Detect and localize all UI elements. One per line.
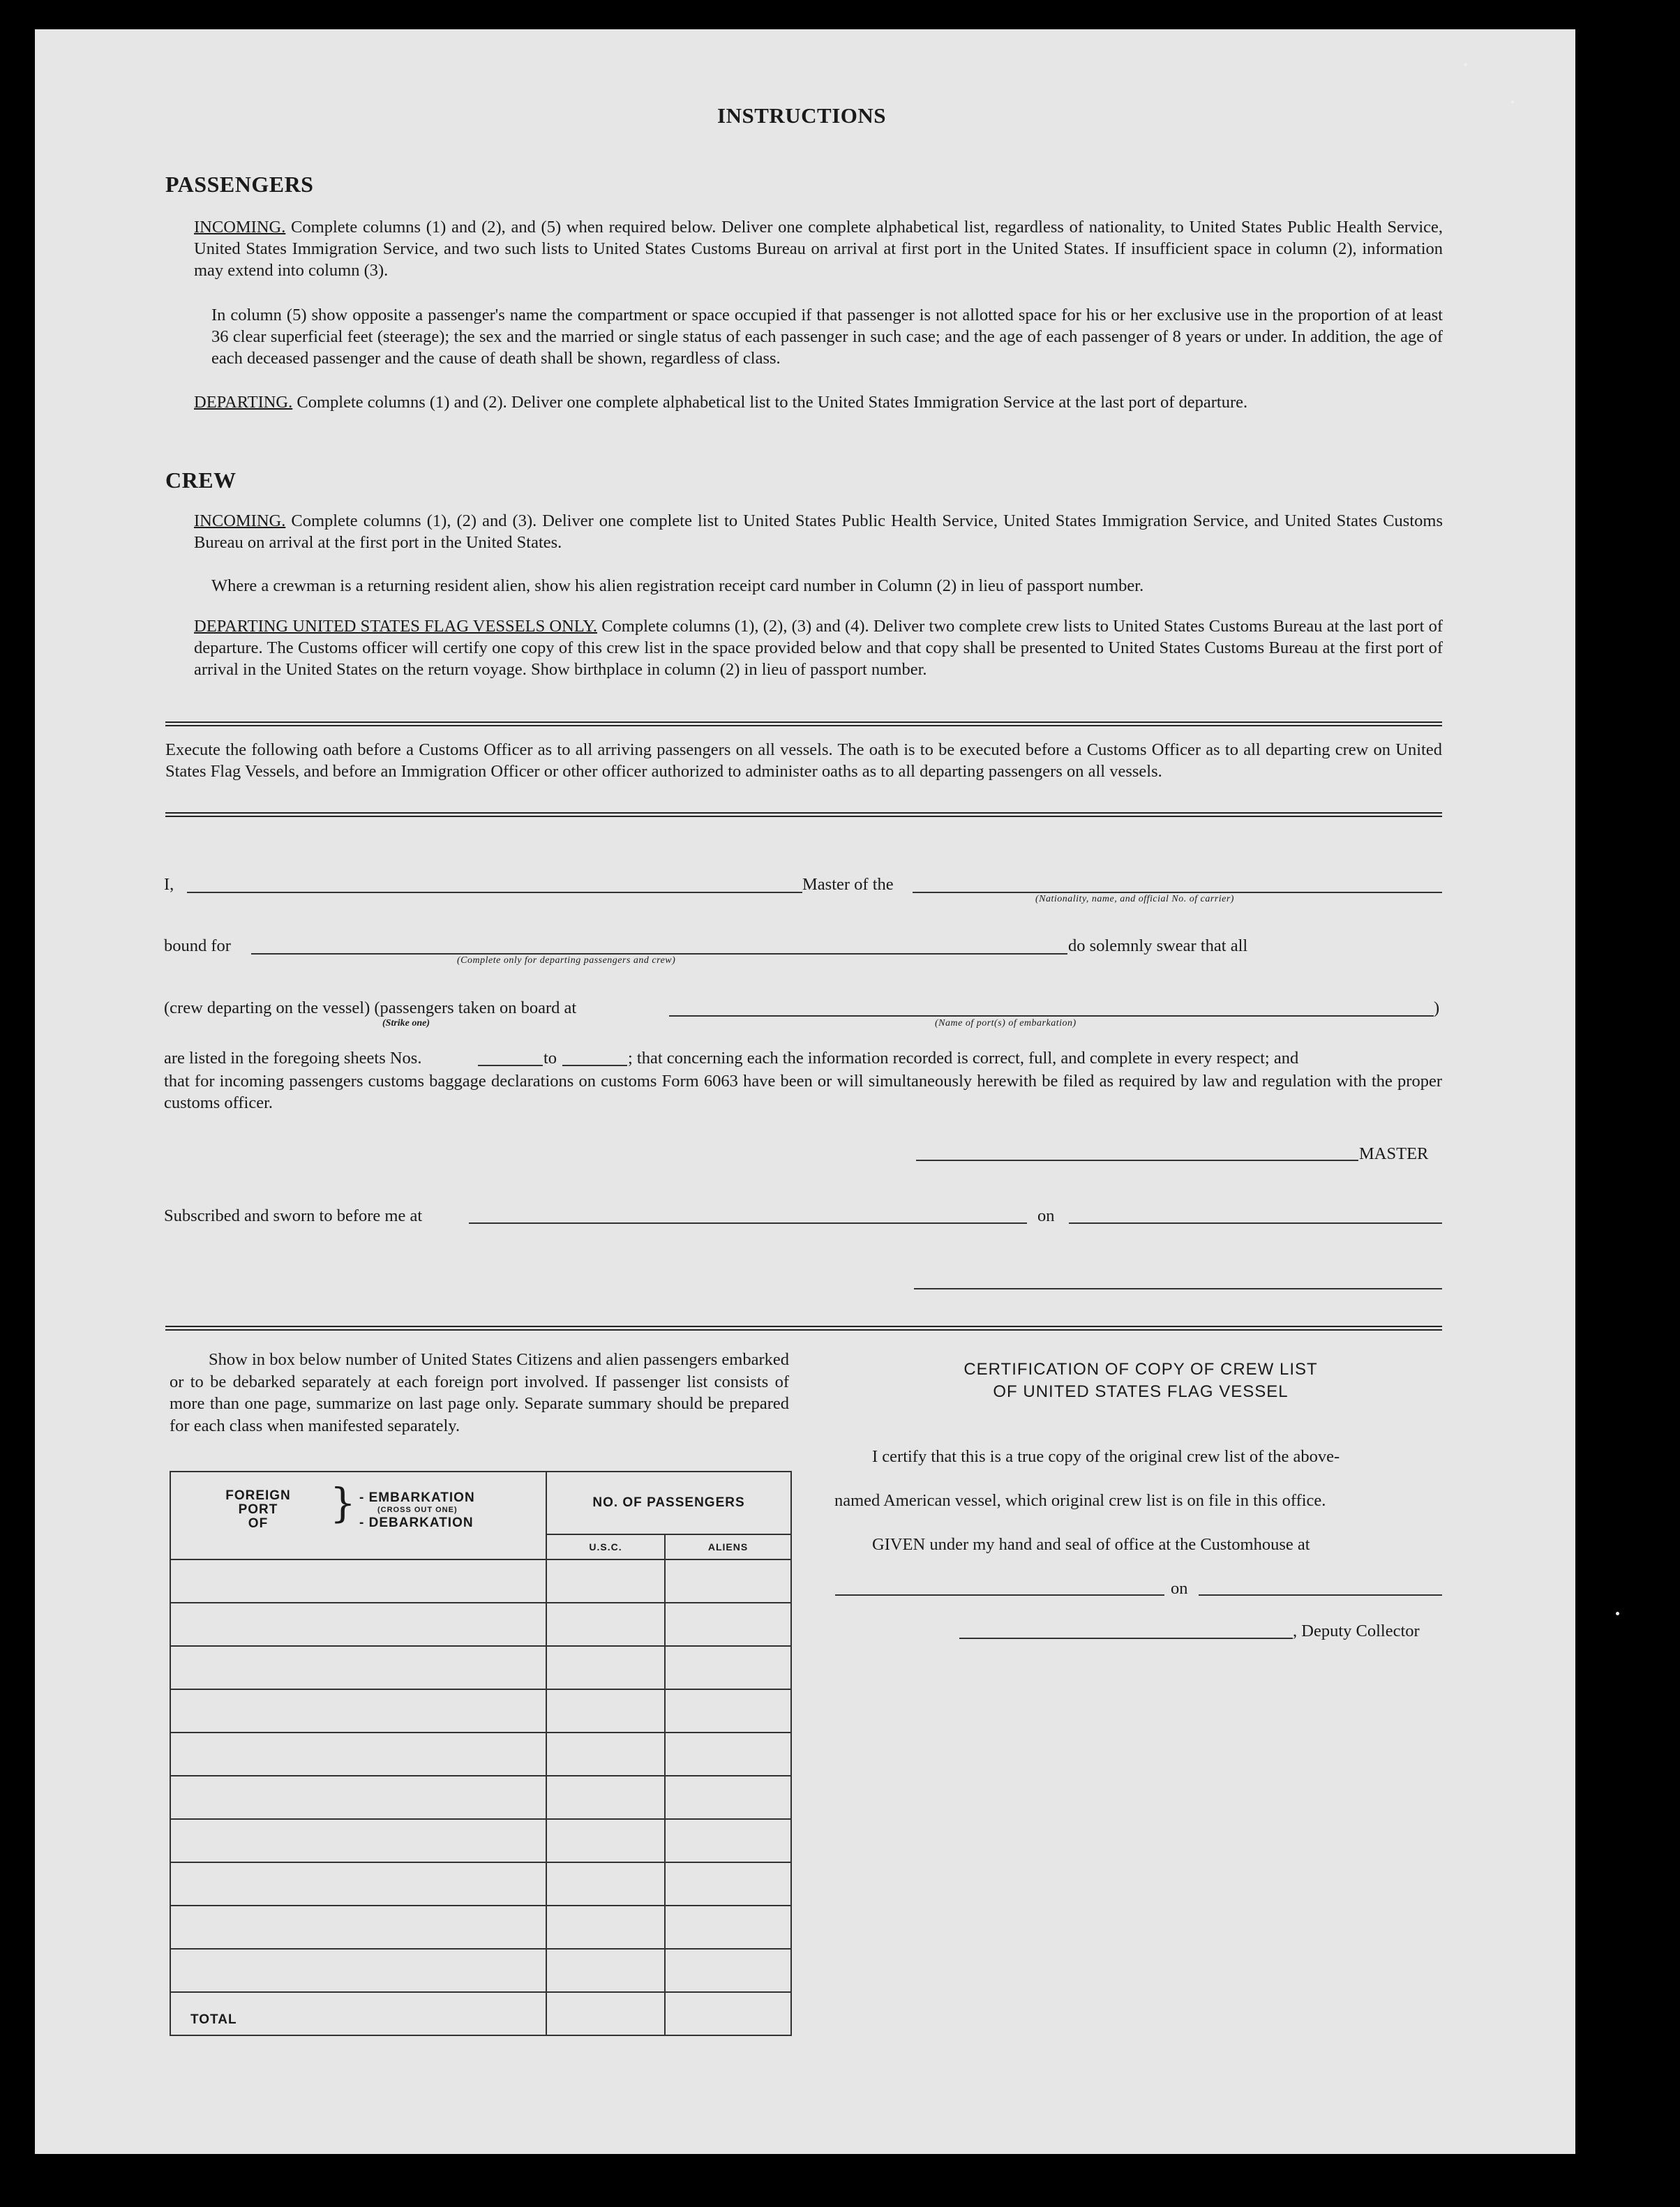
certification-date-line[interactable] <box>1199 1594 1442 1596</box>
table-row <box>170 1689 791 1733</box>
usc-total-cell[interactable] <box>546 1992 665 2035</box>
customhouse-line[interactable] <box>835 1594 1164 1596</box>
subscribed-label: Subscribed and sworn to before me at <box>164 1206 423 1225</box>
sheets-label: are listed in the foregoing sheets Nos. <box>164 1049 422 1068</box>
aliens-cell[interactable] <box>665 1862 791 1906</box>
aliens-cell[interactable] <box>665 1949 791 1992</box>
cross-out-note: (CROSS OUT ONE) <box>377 1506 458 1514</box>
crew-incoming <box>194 510 1443 553</box>
port-cell[interactable] <box>170 1949 546 1992</box>
bound-for-label: bound for <box>164 936 231 955</box>
aliens-cell[interactable] <box>665 1819 791 1862</box>
master-signature-line[interactable] <box>916 1160 1358 1161</box>
usc-cell[interactable] <box>546 1559 665 1603</box>
bound-for-line[interactable] <box>251 953 1067 955</box>
embarkation-ports-line[interactable] <box>669 1015 1434 1017</box>
aliens-cell[interactable] <box>665 1603 791 1646</box>
bound-caption: (Complete only for departing passengers and crew) <box>457 955 676 966</box>
table-row <box>170 1559 791 1603</box>
passengers-departing <box>194 391 1443 413</box>
usc-cell[interactable] <box>546 1733 665 1776</box>
aliens-header: ALIENS <box>665 1534 791 1559</box>
aliens-total-cell[interactable] <box>665 1992 791 2035</box>
usc-cell[interactable] <box>546 1949 665 1992</box>
crew-heading: CREW <box>165 467 237 493</box>
sworn-place-line[interactable] <box>469 1222 1027 1224</box>
passengers-incoming-label: INCOMING. <box>194 218 286 237</box>
carrier-line[interactable] <box>913 892 1442 893</box>
passengers-incoming <box>194 216 1443 281</box>
usc-cell[interactable] <box>546 1689 665 1733</box>
table-row <box>170 1776 791 1819</box>
table-row <box>170 1733 791 1776</box>
usc-cell[interactable] <box>546 1862 665 1906</box>
crew-passengers-label: (crew departing on the vessel) (passengers taken on board at <box>164 998 577 1017</box>
total-row <box>170 1992 791 2035</box>
port-cell[interactable] <box>170 1819 546 1862</box>
oath-intro: Execute the following oath before a Customs Officer as to all arriving passengers on all vessels. The oath is to be executed before a Customs Officer as to all departing crew on United States Flag Vessels, and before an Immigration Officer or other officer authorized to administer oaths as to all departing passengers on all vessels. <box>165 740 1442 781</box>
strike-one-caption: (Strike one) <box>382 1018 430 1028</box>
port-cell[interactable] <box>170 1603 546 1646</box>
crew-departing-label: DEPARTING UNITED STATES FLAG VESSELS ONLY. <box>194 617 597 636</box>
usc-cell[interactable] <box>546 1603 665 1646</box>
aliens-cell[interactable] <box>665 1733 791 1776</box>
crew-incoming-text: Complete columns (1), (2) and (3). Deliver one complete list to United States Public Health Service, United States Immigration Service, and United States Customs Bureau on arrival at the first port in the United States. <box>194 511 1443 552</box>
baggage-declaration-text: that for incoming passengers customs baggage declarations on customs Form 6063 have been or will simultaneously herewith be filed as required by law and regulation with the proper customs officer. <box>164 1072 1442 1112</box>
port-cell[interactable] <box>170 1689 546 1733</box>
certification-title: CERTIFICATION OF COPY OF CREW LIST OF UNITED STATES FLAG VESSEL <box>963 1360 1318 1401</box>
instructions-title: INSTRUCTIONS <box>717 103 887 128</box>
ports-caption: (Name of port(s) of embarkation) <box>935 1018 1077 1028</box>
scan-speck <box>1616 1612 1619 1615</box>
scan-speck <box>1464 63 1467 66</box>
officer-signature-line[interactable] <box>914 1288 1442 1289</box>
passengers-column5-note: In column (5) show opposite a passenger's name the compartment or space occupied if that passenger is not allotted space for his or her exclusive use in the proportion of at least 36 clear superficial feet (steerage); the sex and the married or single status of each passenger in such case; and the age of each passenger of 8 years or under. In addition, the age of each deceased passenger and the cause of death shall be shown, regardless of class. <box>211 306 1443 368</box>
passenger-summary-table <box>170 1471 792 2036</box>
table-row <box>170 1819 791 1862</box>
passengers-incoming-text: Complete columns (1) and (2), and (5) when required below. Deliver one complete alphabetical list, regardless of nationality, to United States Public Health Service, United States Immigration Service, and two such lists to United States Customs Bureau on arrival at first port in the United States. If insufficient space in column (2), information may extend into column (3). <box>194 218 1443 280</box>
table-row <box>170 1862 791 1906</box>
port-cell[interactable] <box>170 1776 546 1819</box>
crew-departing <box>194 615 1443 680</box>
port-header-text: FOREIGN PORT OF <box>225 1488 291 1531</box>
oath-i-label: I, <box>164 875 174 894</box>
aliens-cell[interactable] <box>665 1689 791 1733</box>
table-row <box>170 1646 791 1689</box>
crew-resident-note: Where a crewman is a returning resident alien, show his alien registration receipt card number in Column (2) in lieu of passport number. <box>211 576 1144 595</box>
divider <box>165 721 1442 726</box>
usc-cell[interactable] <box>546 1646 665 1689</box>
no-passengers-header: NO. OF PASSENGERS <box>546 1472 791 1534</box>
total-label: TOTAL <box>170 1992 546 2035</box>
certification-on-label: on <box>1171 1579 1188 1598</box>
aliens-cell[interactable] <box>665 1776 791 1819</box>
crew-departing-text: Complete columns (1), (2), (3) and (4). Deliver two complete crew lists to United States Customs Bureau at the last port of departure. The Customs officer will certify one copy of this crew list in the space provided below and that copy shall be presented to United States Customs Bureau at the first port of arrival in the United States on the return voyage. Show birthplace in column (2) in lieu of passport number. <box>194 617 1443 679</box>
debarkation-option[interactable]: - DEBARKATION <box>359 1516 474 1530</box>
aliens-cell[interactable] <box>665 1646 791 1689</box>
table-row <box>170 1906 791 1949</box>
port-cell[interactable] <box>170 1646 546 1689</box>
sheet-from-line[interactable] <box>478 1065 543 1066</box>
sheets-text: ; that concerning each the information recorded is correct, full, and complete in every respect; and <box>628 1049 1299 1068</box>
aliens-cell[interactable] <box>665 1906 791 1949</box>
port-column-header <box>170 1472 546 1559</box>
passengers-departing-text: Complete columns (1) and (2). Deliver one complete alphabetical list to the United States Immigration Service at the last port of departure. <box>297 393 1248 412</box>
passengers-heading: PASSENGERS <box>165 172 314 197</box>
swear-label: do solemnly swear that all <box>1068 936 1248 955</box>
close-paren: ) <box>1434 998 1440 1017</box>
sheet-to-line[interactable] <box>562 1065 627 1066</box>
scan-speck <box>1511 100 1514 103</box>
crew-incoming-label: INCOMING. <box>194 511 286 530</box>
embarkation-option[interactable]: - EMBARKATION <box>359 1490 475 1505</box>
port-cell[interactable] <box>170 1559 546 1603</box>
master-label: MASTER <box>1359 1144 1429 1163</box>
summary-instructions: Show in box below number of United States Citizens and alien passengers embarked or to be debarked separately at each foreign port involved. If passenger list consists of more than one page, summarize on last page only. Separate summary should be prepared for each class when manifested separately. <box>170 1350 789 1435</box>
sworn-on-label: on <box>1037 1206 1055 1225</box>
port-cell[interactable] <box>170 1906 546 1949</box>
passengers-departing-label: DEPARTING. <box>194 393 293 412</box>
certification-line-2: named American vessel, which original crew list is on file in this office. <box>834 1491 1326 1510</box>
sheets-to-label: to <box>543 1049 557 1068</box>
table-row <box>170 1949 791 1992</box>
carrier-caption: (Nationality, name, and official No. of carrier) <box>1035 894 1234 904</box>
usc-cell[interactable] <box>546 1819 665 1862</box>
deputy-collector-label: , Deputy Collector <box>1293 1622 1420 1640</box>
deputy-signature-line[interactable] <box>959 1638 1293 1639</box>
aliens-cell[interactable] <box>665 1559 791 1603</box>
usc-cell[interactable] <box>546 1906 665 1949</box>
usc-cell[interactable] <box>546 1776 665 1819</box>
certification-line-1: I certify that this is a true copy of the original crew list of the above- <box>872 1447 1340 1466</box>
divider <box>165 812 1442 817</box>
divider <box>165 1326 1442 1331</box>
certification-line-3: GIVEN under my hand and seal of office at the Customhouse at <box>872 1535 1310 1554</box>
master-name-line[interactable] <box>187 892 802 893</box>
port-cell[interactable] <box>170 1733 546 1776</box>
usc-header: U.S.C. <box>546 1534 665 1559</box>
sworn-date-line[interactable] <box>1069 1222 1442 1224</box>
master-of-the-label: Master of the <box>802 875 894 894</box>
port-cell[interactable] <box>170 1862 546 1906</box>
table-row <box>170 1603 791 1646</box>
brace-icon: } <box>330 1479 356 1527</box>
